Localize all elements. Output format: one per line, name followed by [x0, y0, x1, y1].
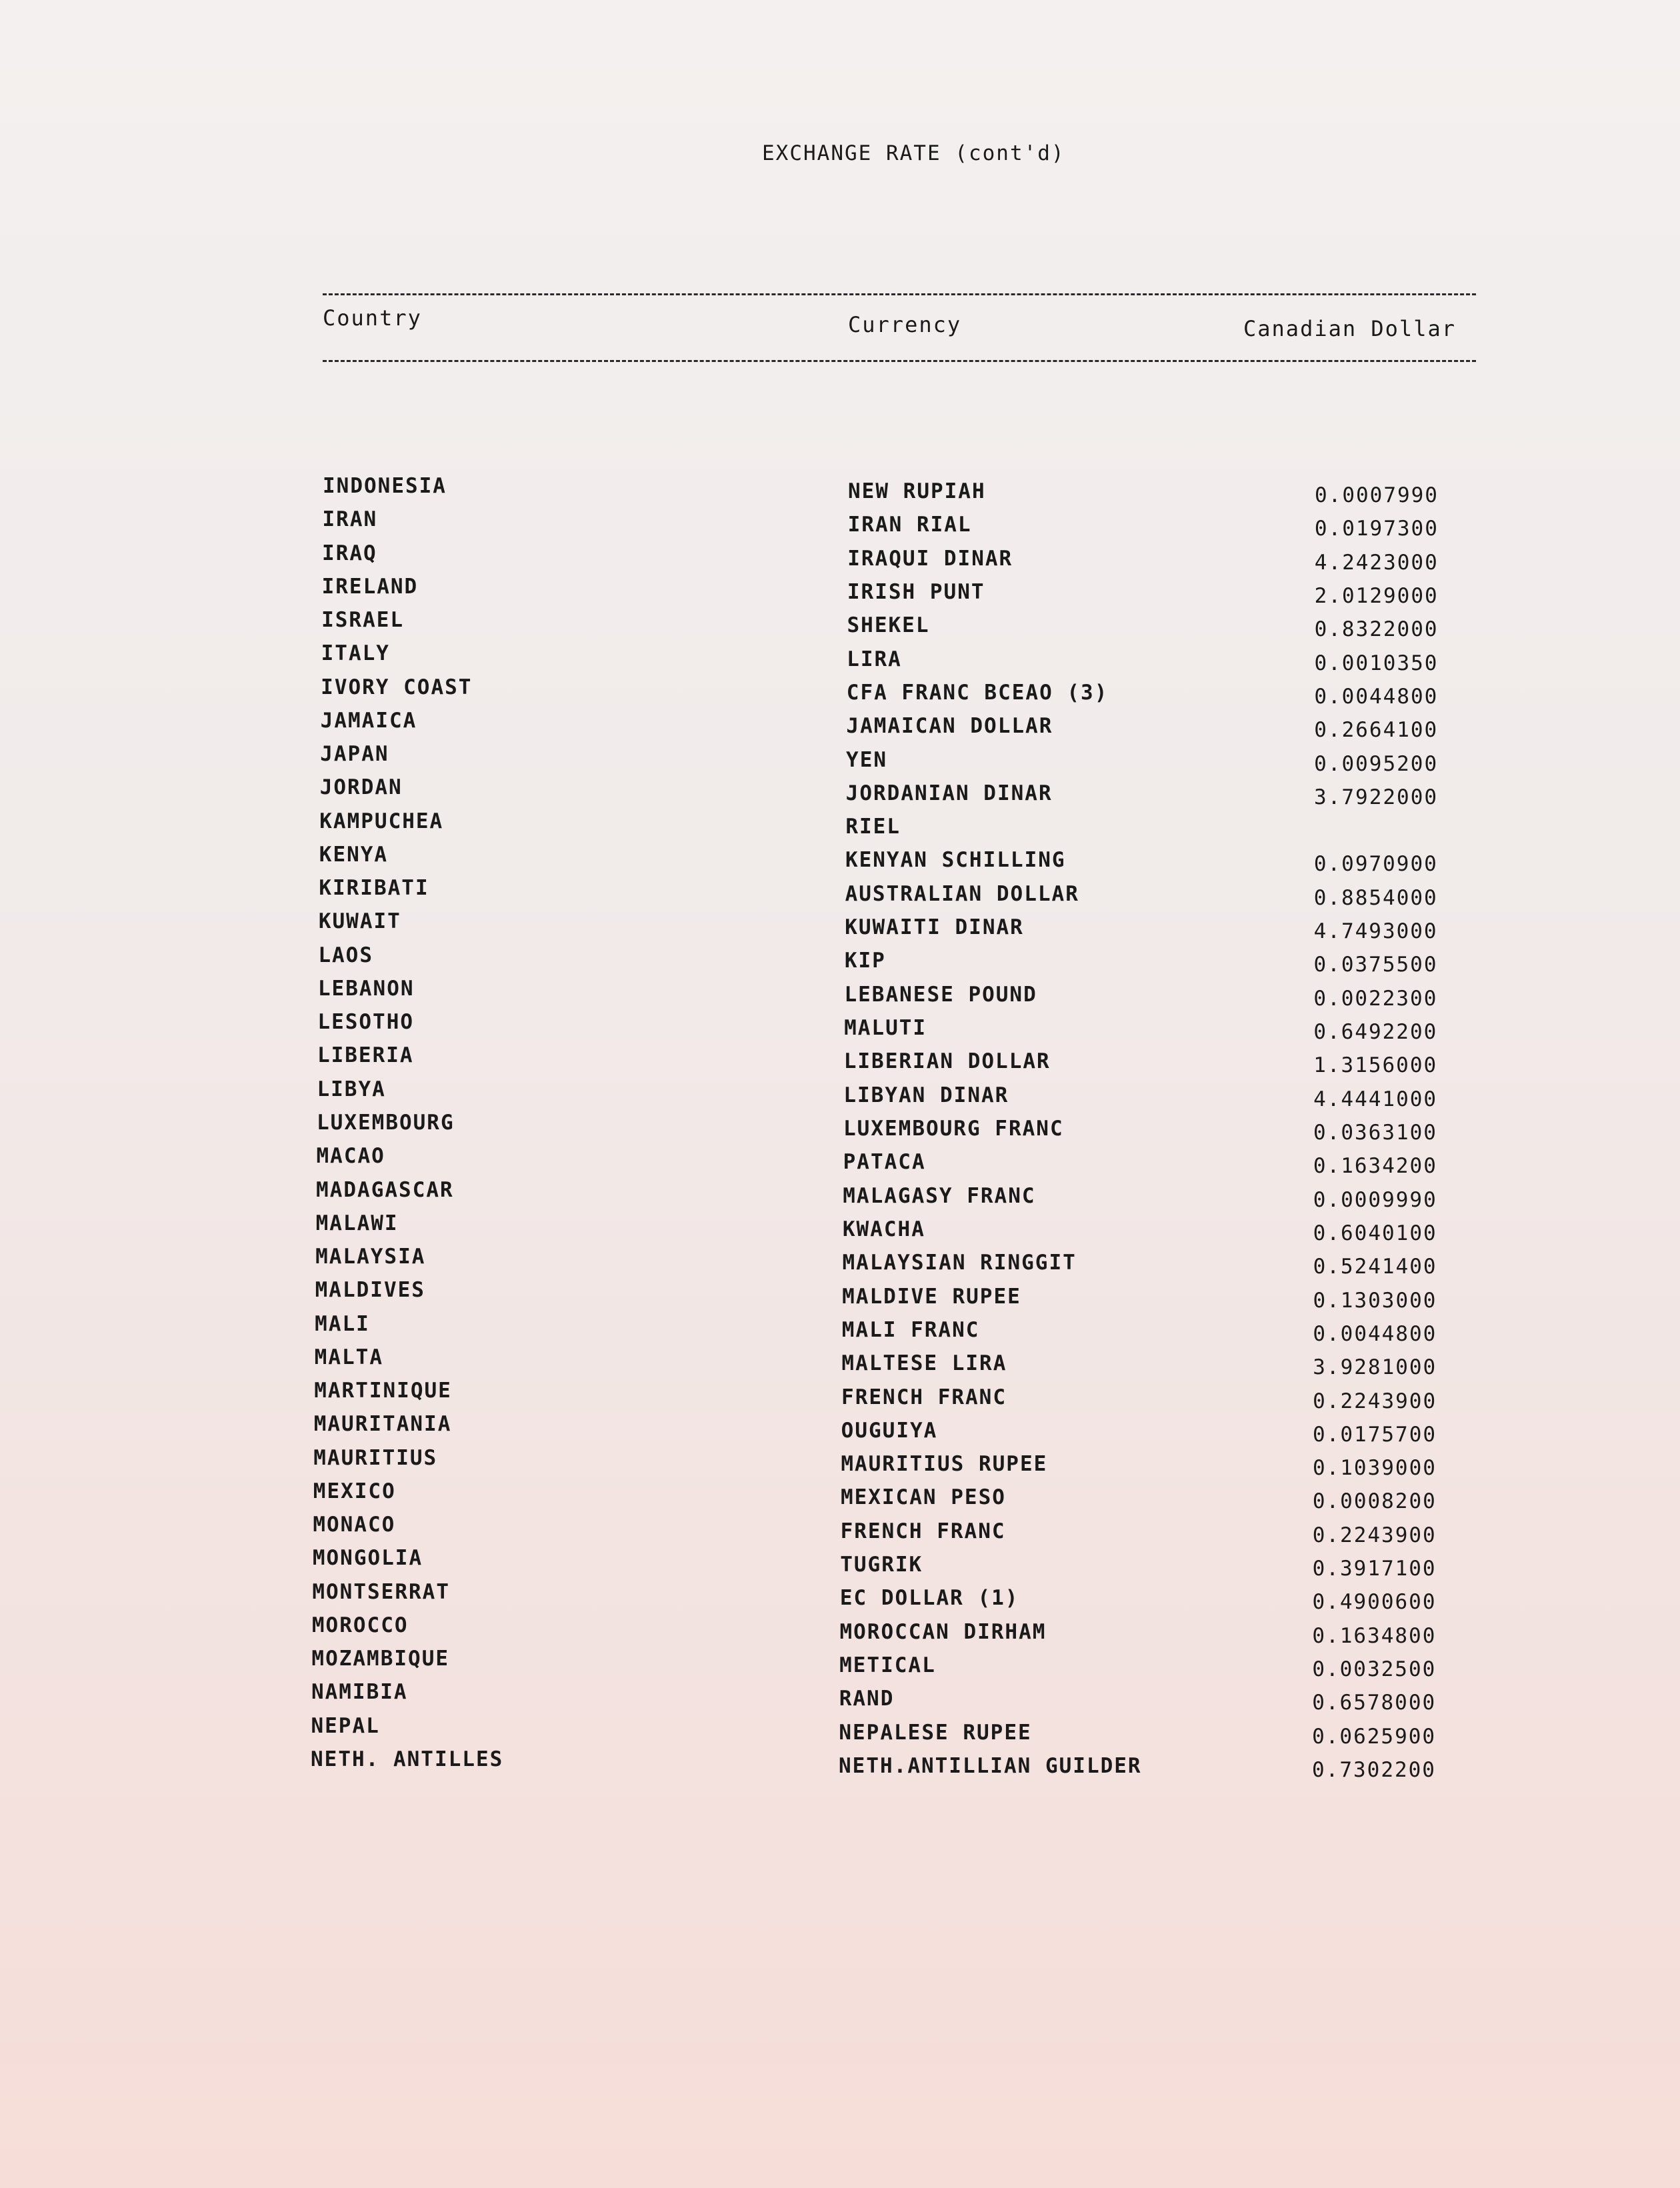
country-cell: LIBYA — [317, 1077, 386, 1101]
currency-cell: PATACA — [843, 1150, 926, 1175]
rate-cell: 0.0095200 — [1314, 751, 1439, 776]
country-cell: ITALY — [321, 641, 390, 666]
rate-cell: 4.4441000 — [1313, 1087, 1438, 1111]
currency-cell: IRAQUI DINAR — [847, 546, 1013, 571]
currency-cell: LIBERIAN DOLLAR — [843, 1049, 1051, 1074]
country-cell: MAURITANIA — [313, 1412, 452, 1437]
country-cell: IRAQ — [322, 541, 377, 565]
country-cell: NETH. ANTILLES — [311, 1747, 504, 1771]
rate-cell: 0.2243900 — [1312, 1523, 1437, 1547]
currency-cell: KIP — [844, 949, 886, 973]
rate-cell: 4.7493000 — [1313, 919, 1438, 944]
currency-cell: MALDIVE RUPEE — [842, 1284, 1021, 1309]
column-header-currency: Currency — [848, 312, 962, 337]
country-cell: NEPAL — [311, 1713, 380, 1738]
rate-cell: 0.8854000 — [1313, 885, 1438, 910]
country-cell: LIBERIA — [317, 1043, 414, 1068]
header-top-rule — [323, 293, 1476, 295]
rate-cell: 0.6492200 — [1313, 1020, 1438, 1045]
rate-cell: 0.1039000 — [1312, 1456, 1437, 1481]
rate-cell: 0.1303000 — [1313, 1288, 1437, 1313]
country-cell: MOZAMBIQUE — [311, 1647, 450, 1671]
country-cell: MALTA — [314, 1345, 383, 1369]
currency-cell: MALAYSIAN RINGGIT — [842, 1251, 1077, 1275]
currency-cell: MOROCCAN DIRHAM — [839, 1619, 1047, 1644]
currency-cell: MALTESE LIRA — [841, 1351, 1007, 1376]
country-cell: MONTSERRAT — [312, 1579, 450, 1604]
country-cell: ISRAEL — [321, 608, 405, 633]
country-cell: LUXEMBOURG — [317, 1111, 455, 1135]
rate-cell: 0.5241400 — [1313, 1255, 1437, 1279]
currency-cell: MALUTI — [844, 1016, 927, 1041]
currency-cell: IRAN RIAL — [847, 513, 972, 537]
rate-cell: 0.0375500 — [1313, 953, 1438, 977]
currency-cell: LEBANESE POUND — [844, 982, 1037, 1007]
currency-cell: MALI FRANC — [841, 1317, 980, 1342]
rate-cell: 0.2243900 — [1313, 1389, 1437, 1413]
country-cell: MONGOLIA — [312, 1546, 423, 1571]
rate-cell: 0.0197300 — [1314, 517, 1439, 541]
rate-cell: 0.0044800 — [1314, 684, 1439, 709]
column-header-canadian-dollar: Canadian Dollar — [1243, 316, 1456, 341]
rate-cell: 0.0007990 — [1315, 483, 1439, 507]
rate-cell: 3.9281000 — [1313, 1355, 1437, 1380]
currency-cell: NEPALESE RUPEE — [839, 1720, 1032, 1745]
rate-cell: 0.0010350 — [1314, 651, 1439, 675]
country-cell: IRAN — [322, 507, 378, 532]
currency-cell: SHEKEL — [847, 613, 930, 638]
country-cell: KENYA — [319, 842, 389, 867]
country-cell: JAPAN — [320, 742, 389, 767]
column-header-country: Country — [323, 305, 422, 331]
currency-cell: KUWAITI DINAR — [845, 915, 1024, 940]
currency-cell: RIEL — [845, 815, 901, 839]
rate-cell: 0.2664100 — [1314, 718, 1439, 743]
rate-cell: 0.0044800 — [1313, 1321, 1437, 1346]
rate-cell: 3.7922000 — [1314, 785, 1439, 809]
currency-cell: LUXEMBOURG FRANC — [843, 1117, 1064, 1141]
country-cell: MALAYSIA — [315, 1245, 426, 1269]
country-cell: INDONESIA — [323, 474, 447, 498]
rate-cell: 4.2423000 — [1314, 550, 1439, 575]
country-cell: MALAWI — [315, 1211, 399, 1235]
rate-cell: 0.1634200 — [1313, 1154, 1437, 1179]
currency-cell: KENYAN SCHILLING — [845, 848, 1066, 873]
currency-cell: NEW RUPIAH — [848, 479, 986, 503]
country-cell: MAURITIUS — [313, 1445, 438, 1470]
page-title: EXCHANGE RATE (cont'd) — [762, 141, 1065, 165]
currency-cell: NETH.ANTILLIAN GUILDER — [839, 1754, 1142, 1778]
rate-cell: 0.0008200 — [1312, 1489, 1437, 1514]
country-cell: MOROCCO — [311, 1613, 409, 1637]
currency-cell: LIRA — [847, 647, 902, 671]
rate-cell: 0.6040100 — [1313, 1221, 1437, 1245]
currency-cell: RAND — [839, 1687, 895, 1711]
country-cell: MACAO — [316, 1144, 385, 1169]
rate-cell: 0.6578000 — [1312, 1691, 1437, 1715]
country-cell: MALI — [315, 1311, 370, 1336]
rate-cell: 0.1634800 — [1312, 1623, 1437, 1648]
country-cell: MALDIVES — [315, 1278, 425, 1303]
country-cell: JORDAN — [319, 775, 403, 800]
rate-cell: 0.0032500 — [1312, 1657, 1437, 1682]
country-cell: MONACO — [313, 1513, 396, 1537]
currency-cell: IRISH PUNT — [847, 579, 985, 604]
currency-cell: JAMAICAN DOLLAR — [846, 714, 1053, 739]
country-cell: LESOTHO — [317, 1010, 415, 1035]
currency-cell: YEN — [846, 747, 888, 772]
currency-cell: JORDANIAN DINAR — [845, 781, 1053, 805]
rate-cell: 0.0175700 — [1313, 1422, 1437, 1447]
rate-cell: 0.8322000 — [1314, 617, 1439, 642]
country-cell: IVORY COAST — [321, 675, 473, 699]
currency-cell: LIBYAN DINAR — [843, 1083, 1009, 1107]
currency-cell: FRENCH FRANC — [840, 1519, 1006, 1543]
rate-cell: 0.0363100 — [1313, 1121, 1437, 1145]
currency-cell: TUGRIK — [840, 1553, 923, 1577]
header-bottom-rule — [323, 360, 1476, 362]
currency-cell: EC DOLLAR (1) — [839, 1586, 1019, 1611]
rate-cell: 0.3917100 — [1312, 1557, 1437, 1581]
country-cell: JAMAICA — [320, 708, 417, 733]
rate-cell: 0.0022300 — [1313, 986, 1438, 1011]
rate-cell: 0.4900600 — [1312, 1590, 1437, 1615]
country-cell: IRELAND — [321, 574, 419, 599]
rate-cell: 0.0625900 — [1312, 1724, 1437, 1749]
country-cell: KIRIBATI — [319, 876, 429, 901]
country-cell: KAMPUCHEA — [319, 809, 444, 833]
rate-cell: 0.0009990 — [1313, 1187, 1437, 1212]
rate-cell: 1.3156000 — [1313, 1053, 1438, 1078]
currency-cell: MAURITIUS RUPEE — [841, 1452, 1048, 1477]
country-cell: MADAGASCAR — [316, 1177, 454, 1202]
country-cell: MARTINIQUE — [314, 1379, 452, 1403]
currency-cell: KWACHA — [842, 1217, 925, 1241]
rate-cell: 0.0970900 — [1313, 852, 1438, 877]
country-cell: LEBANON — [317, 976, 415, 1001]
currency-cell: FRENCH FRANC — [841, 1385, 1007, 1409]
country-cell: NAMIBIA — [311, 1680, 408, 1705]
currency-cell: MALAGASY FRANC — [843, 1183, 1036, 1208]
currency-cell: OUGUIYA — [841, 1418, 938, 1443]
currency-cell: MEXICAN PESO — [840, 1485, 1006, 1510]
country-cell: KUWAIT — [318, 909, 401, 934]
rate-cell: 2.0129000 — [1314, 583, 1439, 608]
rate-cell: 0.7302200 — [1312, 1758, 1436, 1782]
country-cell: LAOS — [318, 943, 374, 967]
country-cell: MEXICO — [313, 1479, 396, 1503]
currency-cell: CFA FRANC BCEAO (3) — [846, 680, 1109, 705]
currency-cell: METICAL — [839, 1653, 936, 1678]
currency-cell: AUSTRALIAN DOLLAR — [845, 881, 1079, 906]
